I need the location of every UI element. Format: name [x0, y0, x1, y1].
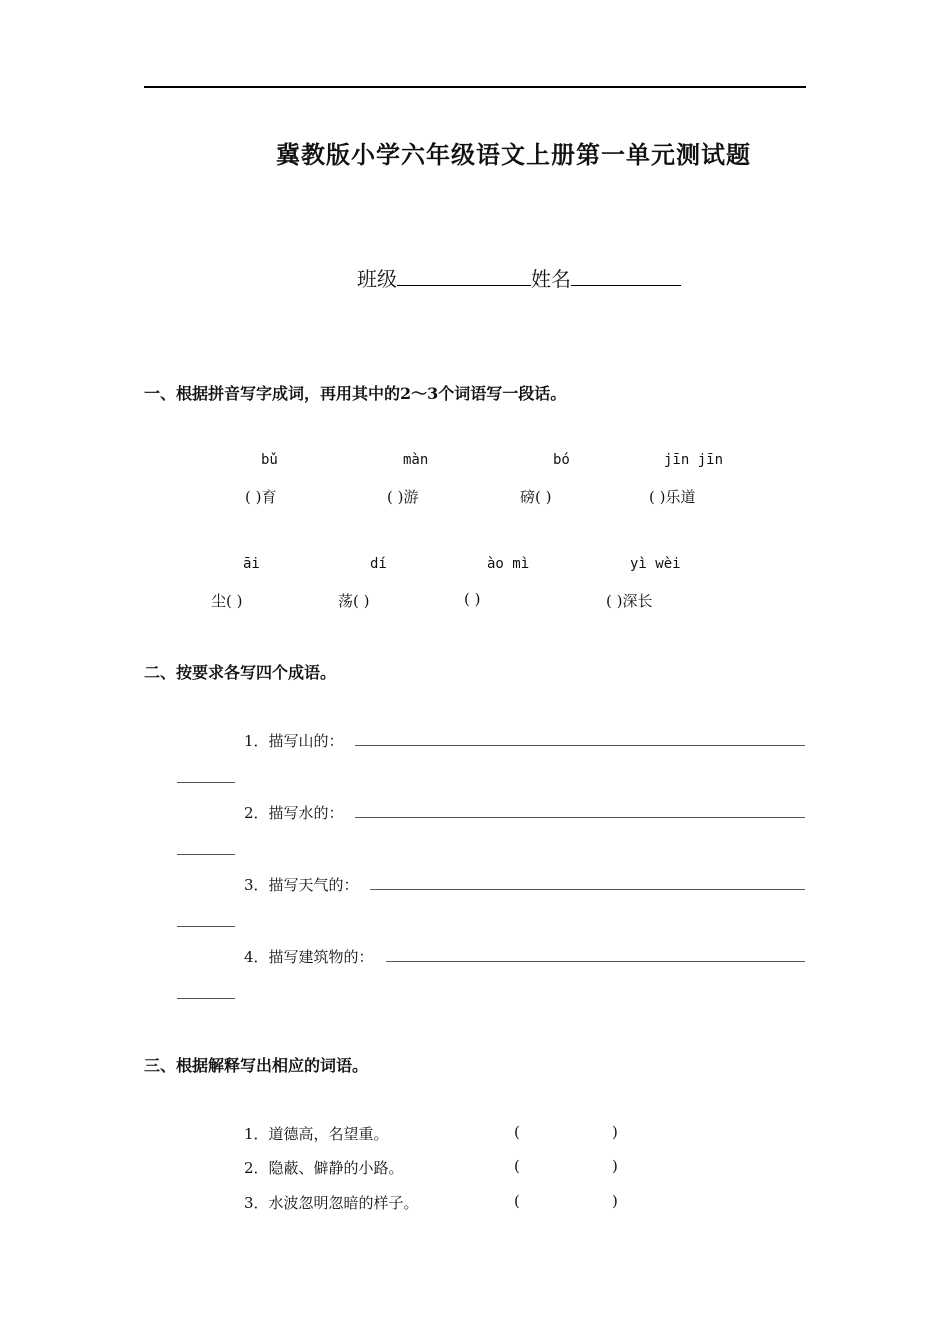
page-title: 冀教版小学六年级语文上册第一单元测试题 — [276, 140, 751, 169]
answer-open-paren: ( — [514, 1192, 520, 1210]
answer-close-paren: ) — [612, 1157, 618, 1175]
pinyin: yì wèi — [630, 556, 681, 572]
section3-heading: 三、根据解释写出相应的词语。 — [144, 1056, 369, 1075]
pinyin: āi — [243, 556, 260, 572]
section2-heading: 二、按要求各写四个成语。 — [144, 663, 337, 682]
pinyin: màn — [403, 452, 429, 468]
pinyin: dí — [370, 556, 387, 572]
word-blank[interactable]: ( )育 — [245, 488, 277, 506]
answer-close-paren: ) — [612, 1123, 618, 1141]
answer-line-continued[interactable] — [177, 782, 235, 783]
idiom-prompt: 2．描写水的： — [244, 804, 344, 822]
section1-heading: 一、根据拼音写字成词，再用其中的2～3个词语写一段话。 — [144, 384, 567, 403]
definition-item: 2．隐蔽、僻静的小路。 — [244, 1159, 404, 1177]
word-blank[interactable]: 磅( ) — [520, 488, 552, 506]
pinyin: bó — [553, 452, 570, 468]
answer-line-continued[interactable] — [177, 926, 235, 927]
word-blank[interactable]: 荡( ) — [338, 592, 370, 610]
word-blank[interactable]: ( )游 — [387, 488, 419, 506]
name-blank[interactable] — [571, 265, 681, 286]
answer-line-continued[interactable] — [177, 854, 235, 855]
answer-line[interactable] — [386, 961, 805, 962]
answer-close-paren: ) — [612, 1192, 618, 1210]
header-rule — [144, 86, 806, 88]
idiom-prompt: 1．描写山的： — [244, 732, 344, 750]
class-blank[interactable] — [397, 265, 531, 286]
name-label: 姓名 — [531, 267, 571, 291]
answer-line[interactable] — [355, 745, 805, 746]
idiom-prompt: 3．描写天气的： — [244, 876, 359, 894]
definition-item: 3．水波忽明忽暗的样子。 — [244, 1194, 419, 1212]
definition-item: 1．道德高，名望重。 — [244, 1125, 389, 1143]
answer-open-paren: ( — [514, 1157, 520, 1175]
answer-line-continued[interactable] — [177, 998, 235, 999]
pinyin: ào mì — [487, 556, 530, 572]
word-blank[interactable]: ( ) — [464, 590, 481, 608]
answer-line[interactable] — [370, 889, 805, 890]
answer-open-paren: ( — [514, 1123, 520, 1141]
word-blank[interactable]: ( )乐道 — [649, 488, 696, 506]
class-label: 班级 — [357, 267, 397, 291]
pinyin: bǔ — [261, 452, 278, 468]
word-blank[interactable]: 尘( ) — [211, 592, 243, 610]
word-blank[interactable]: ( )深长 — [606, 592, 653, 610]
pinyin: jīn jīn — [664, 452, 724, 468]
student-info — [357, 263, 681, 292]
idiom-prompt: 4．描写建筑物的： — [244, 948, 374, 966]
answer-line[interactable] — [355, 817, 805, 818]
